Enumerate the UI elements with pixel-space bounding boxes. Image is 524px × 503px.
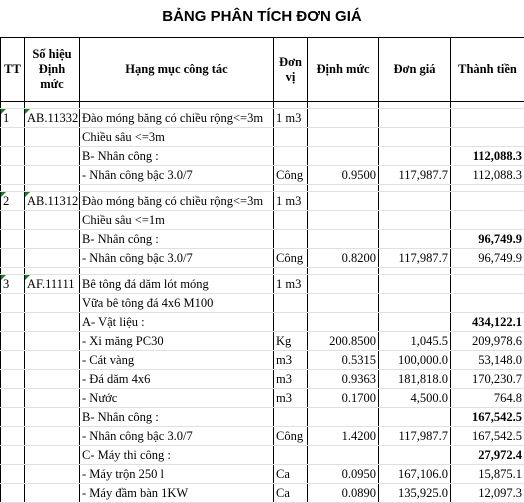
- cell-tt[interactable]: [1, 446, 25, 465]
- header-row: [1, 38, 524, 102]
- cell-description[interactable]: B- Nhân công :: [80, 408, 274, 427]
- table-row: [1, 192, 524, 211]
- cell-thanh-tien[interactable]: 112,088.3: [451, 166, 524, 185]
- table-row: [1, 313, 524, 332]
- cell-don-gia[interactable]: 117,987.7: [379, 166, 451, 185]
- cell-code[interactable]: AB.11332: [25, 109, 80, 128]
- cell-thanh-tien[interactable]: 15,875.1: [451, 465, 524, 484]
- cell-code[interactable]: [25, 446, 80, 465]
- header-thanh-tien[interactable]: Thành tiền: [451, 38, 524, 102]
- cell-description[interactable]: - Nhân công bậc 3.0/7: [80, 249, 274, 268]
- table-row: [1, 249, 524, 268]
- cell-description[interactable]: - Xi măng PC30: [80, 332, 274, 351]
- cell-tt[interactable]: 2: [1, 192, 25, 211]
- cell-description[interactable]: - Nhân công bậc 3.0/7: [80, 427, 274, 446]
- cell-don-gia[interactable]: 117,987.7: [379, 427, 451, 446]
- cell-thanh-tien[interactable]: 167,542.5: [451, 427, 524, 446]
- cell-dinh-muc[interactable]: 200.8500: [308, 332, 379, 351]
- cell-dinh-muc[interactable]: 0.0890: [308, 484, 379, 503]
- cell-description[interactable]: B- Nhân công :: [80, 147, 274, 166]
- header-tt[interactable]: TT: [1, 38, 25, 102]
- header-don-gia[interactable]: Đơn giá: [379, 38, 451, 102]
- cell-unit[interactable]: m3: [274, 389, 308, 408]
- cell-thanh-tien[interactable]: [451, 211, 524, 230]
- table-row: [1, 427, 524, 446]
- cell-description[interactable]: Chiều sâu <=3m: [80, 128, 274, 147]
- cell-dinh-muc[interactable]: 0.0950: [308, 465, 379, 484]
- header-dinh-muc[interactable]: Định mức: [308, 38, 379, 102]
- cell-dinh-muc[interactable]: [308, 408, 379, 427]
- cell-unit[interactable]: [274, 147, 308, 166]
- cell-dinh-muc[interactable]: [308, 102, 379, 109]
- cell-don-gia[interactable]: [379, 102, 451, 109]
- cell-thanh-tien[interactable]: [451, 128, 524, 147]
- cell-don-gia[interactable]: 181,818.0: [379, 370, 451, 389]
- table-row: [1, 166, 524, 185]
- cell-thanh-tien[interactable]: 27,972.4: [451, 446, 524, 465]
- cell-unit[interactable]: [274, 211, 308, 230]
- cell-tt[interactable]: [1, 268, 25, 275]
- cell-tt[interactable]: [1, 166, 25, 185]
- table-row: [1, 211, 524, 230]
- spacer-row: [1, 185, 524, 192]
- cell-tt[interactable]: [1, 370, 25, 389]
- cell-don-gia[interactable]: 4,500.0: [379, 389, 451, 408]
- cell-thanh-tien[interactable]: [451, 294, 524, 313]
- cell-code[interactable]: [25, 313, 80, 332]
- cell-don-gia[interactable]: [379, 230, 451, 249]
- cell-thanh-tien[interactable]: 764.8: [451, 389, 524, 408]
- cell-tt[interactable]: [1, 427, 25, 446]
- sheet-title: BẢNG PHÂN TÍCH ĐƠN GIÁ: [0, 0, 524, 33]
- cell-thanh-tien[interactable]: 96,749.9: [451, 230, 524, 249]
- cell-tt[interactable]: [1, 185, 25, 192]
- cell-unit[interactable]: m3: [274, 351, 308, 370]
- cell-don-gia[interactable]: [379, 192, 451, 211]
- cell-unit[interactable]: m3: [274, 370, 308, 389]
- header-so-hieu[interactable]: Số hiệu Định mức: [25, 38, 80, 102]
- cell-unit[interactable]: Công: [274, 166, 308, 185]
- cell-tt[interactable]: [1, 484, 25, 503]
- cell-tt[interactable]: 3: [1, 275, 25, 294]
- cell-don-gia[interactable]: 100,000.0: [379, 351, 451, 370]
- cell-code[interactable]: [25, 102, 80, 109]
- cell-dinh-muc[interactable]: [308, 313, 379, 332]
- table-row: [1, 275, 524, 294]
- cell-description[interactable]: Bê tông đá dăm lót móng: [80, 275, 274, 294]
- cell-code[interactable]: [25, 268, 80, 275]
- cell-thanh-tien[interactable]: [451, 185, 524, 192]
- cell-tt[interactable]: [1, 230, 25, 249]
- cell-code[interactable]: [25, 185, 80, 192]
- cell-don-gia[interactable]: [379, 313, 451, 332]
- cell-thanh-tien[interactable]: 167,542.5: [451, 408, 524, 427]
- cell-unit[interactable]: [274, 408, 308, 427]
- cell-tt[interactable]: [1, 147, 25, 166]
- cell-tt[interactable]: [1, 294, 25, 313]
- cell-don-gia[interactable]: [379, 275, 451, 294]
- cell-tt[interactable]: 1: [1, 109, 25, 128]
- cell-thanh-tien[interactable]: [451, 109, 524, 128]
- table-row: [1, 389, 524, 408]
- cell-tt[interactable]: [1, 389, 25, 408]
- cell-thanh-tien[interactable]: 209,978.6: [451, 332, 524, 351]
- table-row: [1, 294, 524, 313]
- cell-tt[interactable]: [1, 249, 25, 268]
- cell-dinh-muc[interactable]: [308, 192, 379, 211]
- cell-unit[interactable]: [274, 128, 308, 147]
- cell-dinh-muc[interactable]: [308, 275, 379, 294]
- cell-dinh-muc[interactable]: [308, 230, 379, 249]
- cell-dinh-muc[interactable]: [308, 446, 379, 465]
- cell-don-gia[interactable]: [379, 294, 451, 313]
- cell-description[interactable]: Chiều sâu <=1m: [80, 211, 274, 230]
- cell-code[interactable]: [25, 166, 80, 185]
- cell-don-gia[interactable]: [379, 446, 451, 465]
- cell-don-gia[interactable]: 167,106.0: [379, 465, 451, 484]
- cell-tt[interactable]: [1, 351, 25, 370]
- cell-don-gia[interactable]: [379, 185, 451, 192]
- cell-unit[interactable]: [274, 313, 308, 332]
- cell-don-gia[interactable]: [379, 211, 451, 230]
- cell-description[interactable]: [80, 268, 274, 275]
- cell-unit[interactable]: 1 m3: [274, 109, 308, 128]
- cell-thanh-tien[interactable]: 112,088.3: [451, 147, 524, 166]
- unit-price-table: [0, 37, 524, 503]
- table-row: [1, 128, 524, 147]
- cell-code[interactable]: [25, 465, 80, 484]
- cell-dinh-muc[interactable]: [308, 147, 379, 166]
- cell-description[interactable]: - Nước: [80, 389, 274, 408]
- cell-description[interactable]: Đào móng băng có chiều rộng<=3m: [80, 192, 274, 211]
- cell-dinh-muc[interactable]: [308, 294, 379, 313]
- cell-dinh-muc[interactable]: [308, 185, 379, 192]
- cell-unit[interactable]: [274, 446, 308, 465]
- cell-code[interactable]: AF.11111: [25, 275, 80, 294]
- table-row: [1, 465, 524, 484]
- cell-unit[interactable]: [274, 185, 308, 192]
- cell-dinh-muc[interactable]: 0.9500: [308, 166, 379, 185]
- cell-description[interactable]: Vữa bê tông đá 4x6 M100: [80, 294, 274, 313]
- cell-description[interactable]: [80, 102, 274, 109]
- cell-thanh-tien[interactable]: [451, 102, 524, 109]
- cell-code[interactable]: [25, 211, 80, 230]
- cell-description[interactable]: - Máy đầm bàn 1KW: [80, 484, 274, 503]
- cell-don-gia[interactable]: [379, 268, 451, 275]
- cell-code[interactable]: [25, 249, 80, 268]
- cell-code[interactable]: [25, 408, 80, 427]
- header-hang-muc[interactable]: Hạng mục công tác: [80, 38, 274, 102]
- cell-thanh-tien[interactable]: 96,749.9: [451, 249, 524, 268]
- cell-description[interactable]: [80, 185, 274, 192]
- cell-description[interactable]: B- Nhân công :: [80, 230, 274, 249]
- cell-thanh-tien[interactable]: 12,097.3: [451, 484, 524, 503]
- cell-thanh-tien[interactable]: [451, 275, 524, 294]
- cell-unit[interactable]: [274, 294, 308, 313]
- table-row: [1, 109, 524, 128]
- cell-tt[interactable]: [1, 102, 25, 109]
- cell-dinh-muc[interactable]: 0.8200: [308, 249, 379, 268]
- table-body: [1, 102, 524, 503]
- table-row: [1, 408, 524, 427]
- cell-code[interactable]: [25, 230, 80, 249]
- cell-code[interactable]: [25, 294, 80, 313]
- cell-don-gia[interactable]: 135,925.0: [379, 484, 451, 503]
- header-don-vi[interactable]: Đơn vị: [274, 38, 308, 102]
- table-row: [1, 230, 524, 249]
- cell-unit[interactable]: Công: [274, 249, 308, 268]
- table-row: [1, 351, 524, 370]
- cell-thanh-tien[interactable]: 53,148.0: [451, 351, 524, 370]
- cell-description[interactable]: - Nhân công bậc 3.0/7: [80, 166, 274, 185]
- cell-don-gia[interactable]: 117,987.7: [379, 249, 451, 268]
- table-row: [1, 370, 524, 389]
- cell-unit[interactable]: 1 m3: [274, 275, 308, 294]
- cell-unit[interactable]: Ca: [274, 465, 308, 484]
- cell-dinh-muc[interactable]: [308, 211, 379, 230]
- cell-tt[interactable]: [1, 465, 25, 484]
- cell-don-gia[interactable]: 1,045.5: [379, 332, 451, 351]
- cell-dinh-muc[interactable]: 0.5315: [308, 351, 379, 370]
- cell-code[interactable]: [25, 128, 80, 147]
- cell-dinh-muc[interactable]: 0.1700: [308, 389, 379, 408]
- cell-unit[interactable]: [274, 102, 308, 109]
- cell-description[interactable]: C- Máy thi công :: [80, 446, 274, 465]
- cell-unit[interactable]: Công: [274, 427, 308, 446]
- cell-code[interactable]: [25, 427, 80, 446]
- cell-dinh-muc[interactable]: 1.4200: [308, 427, 379, 446]
- cell-description[interactable]: - Đá dăm 4x6: [80, 370, 274, 389]
- cell-tt[interactable]: [1, 211, 25, 230]
- cell-dinh-muc[interactable]: [308, 128, 379, 147]
- cell-unit[interactable]: Ca: [274, 484, 308, 503]
- cell-thanh-tien[interactable]: 434,122.1: [451, 313, 524, 332]
- cell-code[interactable]: [25, 484, 80, 503]
- table-row: [1, 484, 524, 503]
- spacer-row: [1, 102, 524, 109]
- cell-tt[interactable]: [1, 128, 25, 147]
- cell-tt[interactable]: [1, 313, 25, 332]
- cell-description[interactable]: - Cát vàng: [80, 351, 274, 370]
- table-row: [1, 332, 524, 351]
- cell-code[interactable]: [25, 147, 80, 166]
- spacer-row: [1, 268, 524, 275]
- cell-thanh-tien[interactable]: [451, 192, 524, 211]
- cell-dinh-muc[interactable]: [308, 109, 379, 128]
- cell-description[interactable]: Đào móng băng có chiều rộng<=3m: [80, 109, 274, 128]
- cell-code[interactable]: [25, 389, 80, 408]
- cell-unit[interactable]: Kg: [274, 332, 308, 351]
- cell-code[interactable]: [25, 370, 80, 389]
- cell-code[interactable]: [25, 332, 80, 351]
- cell-unit[interactable]: [274, 268, 308, 275]
- cell-thanh-tien[interactable]: [451, 268, 524, 275]
- cell-don-gia[interactable]: [379, 147, 451, 166]
- cell-unit[interactable]: 1 m3: [274, 192, 308, 211]
- cell-description[interactable]: A- Vật liệu :: [80, 313, 274, 332]
- cell-code[interactable]: [25, 351, 80, 370]
- cell-tt[interactable]: [1, 332, 25, 351]
- cell-don-gia[interactable]: [379, 128, 451, 147]
- cell-unit[interactable]: [274, 230, 308, 249]
- cell-thanh-tien[interactable]: 170,230.7: [451, 370, 524, 389]
- table-row: [1, 147, 524, 166]
- cell-dinh-muc[interactable]: 0.9363: [308, 370, 379, 389]
- cell-code[interactable]: AB.11312: [25, 192, 80, 211]
- cell-don-gia[interactable]: [379, 109, 451, 128]
- cell-dinh-muc[interactable]: [308, 268, 379, 275]
- cell-description[interactable]: - Máy trộn 250 l: [80, 465, 274, 484]
- cell-tt[interactable]: [1, 408, 25, 427]
- table-row: [1, 446, 524, 465]
- cell-don-gia[interactable]: [379, 408, 451, 427]
